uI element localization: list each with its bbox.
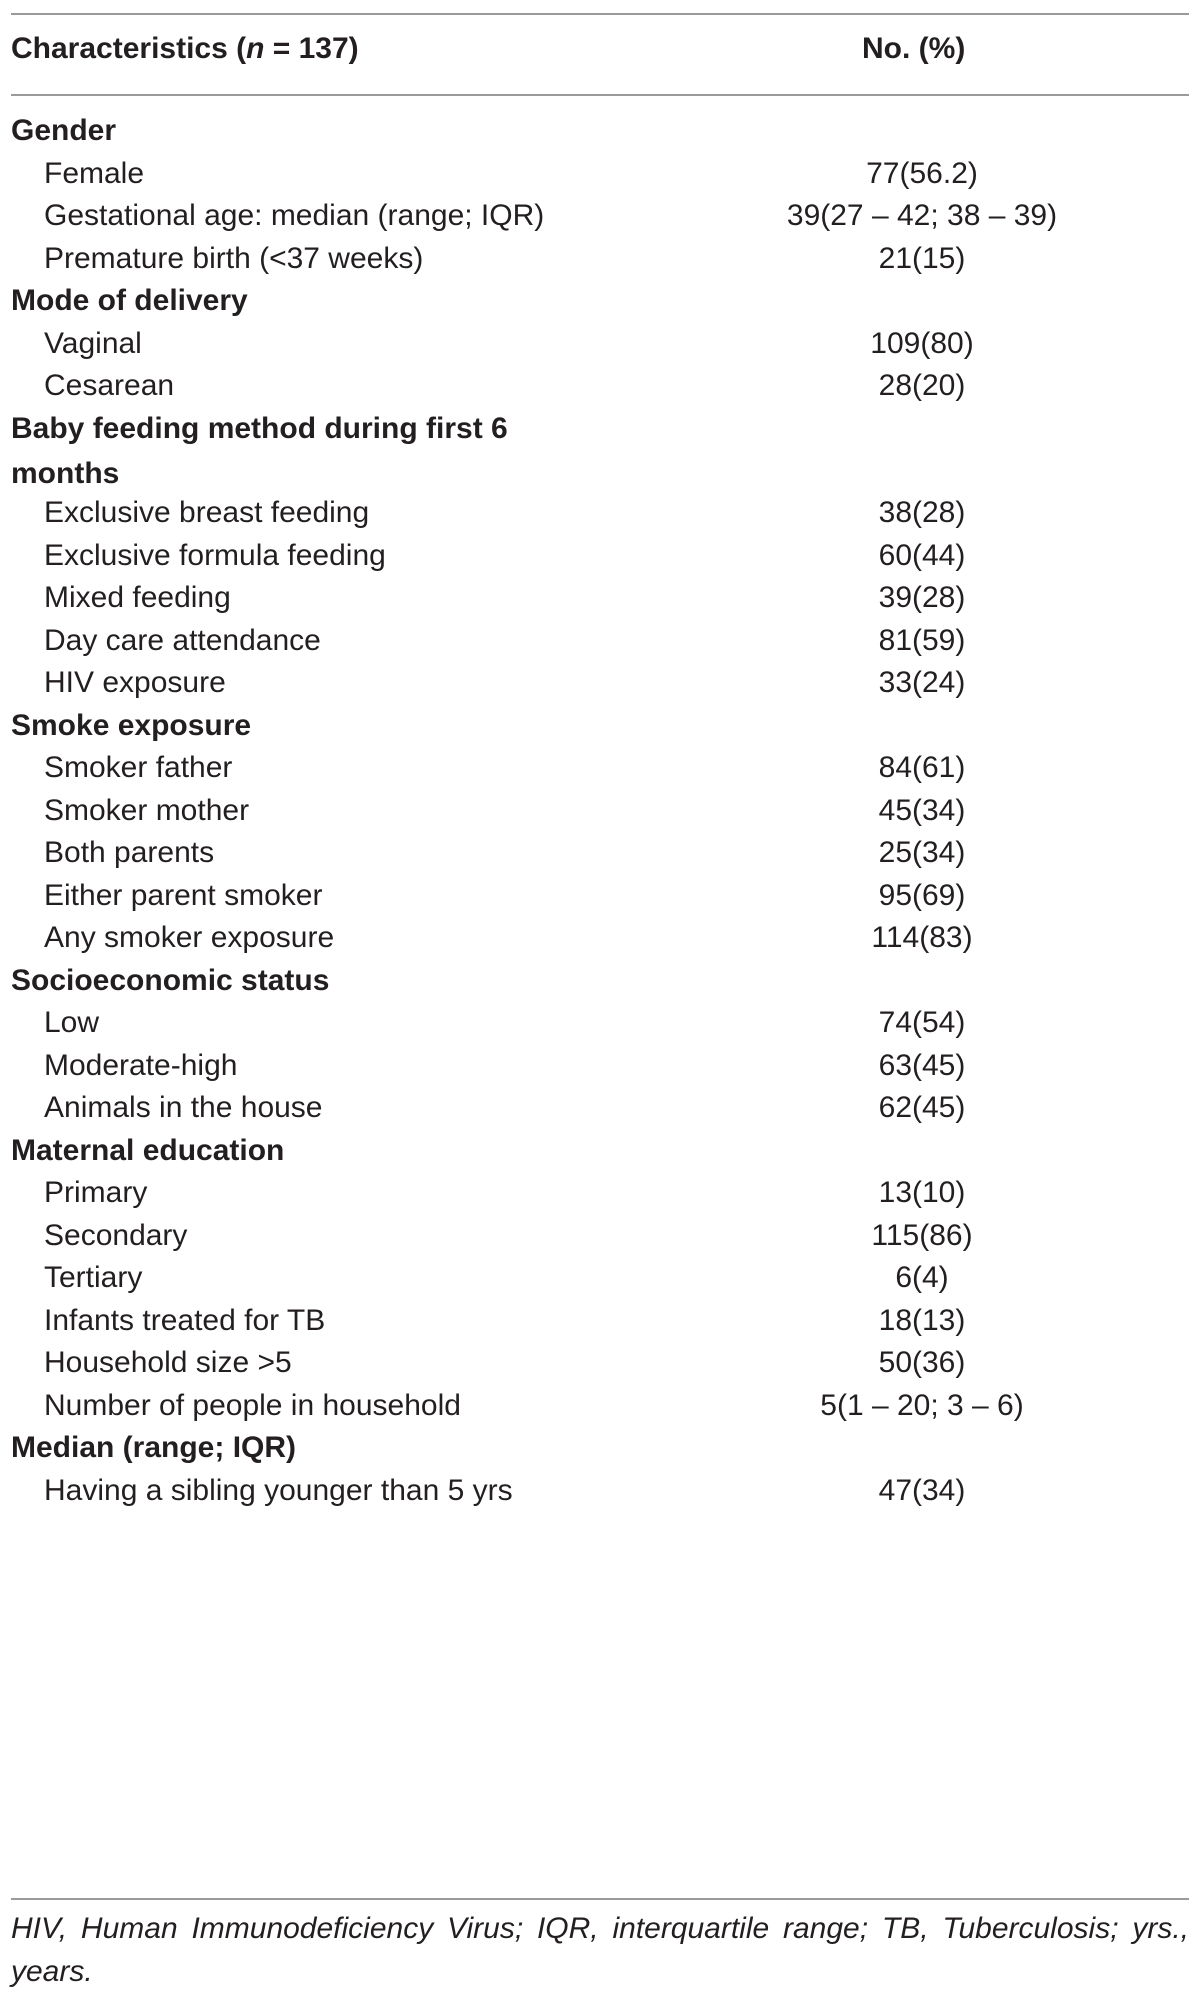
column-header-no-pct: No. (%) xyxy=(862,32,966,65)
row-label: Smoker father xyxy=(44,751,233,784)
table-section-row xyxy=(0,108,1200,151)
row-label: Secondary xyxy=(44,1218,188,1252)
table-section-row xyxy=(0,958,1200,1001)
row-label: Exclusive breast feeding xyxy=(44,496,370,529)
row-value: 21(15) xyxy=(878,241,966,275)
row-label: Having a sibling younger than 5 yrs xyxy=(44,1473,513,1507)
table-row xyxy=(0,788,1200,831)
column-header-characteristics xyxy=(11,32,359,66)
row-label: Number of people in household xyxy=(44,1388,461,1422)
row-value: 60(44) xyxy=(878,538,966,572)
table-row xyxy=(0,1340,1200,1383)
row-value: 18(13) xyxy=(878,1303,966,1337)
row-value: 50(36) xyxy=(878,1346,966,1379)
row-value: 28(20) xyxy=(878,369,966,402)
row-value: 81(59) xyxy=(878,623,966,657)
row-label: Low xyxy=(44,1006,100,1039)
row-value: 33(24) xyxy=(878,666,966,699)
table-row xyxy=(0,193,1200,236)
row-label: Female xyxy=(44,156,145,190)
header-characteristics-text: Characteristics (n = 137) xyxy=(11,32,359,65)
row-label: Animals in the house xyxy=(44,1091,323,1124)
row-label: Primary xyxy=(44,1176,148,1209)
row-value: 114(83) xyxy=(871,921,973,954)
section-label: Maternal education xyxy=(11,1133,285,1167)
table-row xyxy=(0,1255,1200,1298)
table-row xyxy=(0,151,1200,194)
table-row xyxy=(0,1298,1200,1341)
table-top-rule xyxy=(11,13,1189,15)
row-label: Infants treated for TB xyxy=(44,1303,326,1337)
table-row xyxy=(0,1000,1200,1043)
table-row xyxy=(0,1170,1200,1213)
row-value: 62(45) xyxy=(878,1091,966,1124)
row-label: Gestational age: median (range; IQR) xyxy=(44,199,545,232)
section-label: Mode of delivery xyxy=(11,284,248,317)
row-label: Moderate-high xyxy=(44,1048,238,1082)
section-label: Gender xyxy=(11,114,117,147)
row-value: 47(34) xyxy=(878,1473,966,1507)
table-bottom-rule xyxy=(11,1898,1189,1900)
table-row xyxy=(0,1043,1200,1086)
row-label: Both parents xyxy=(44,836,215,869)
row-label: Premature birth (<37 weeks) xyxy=(44,241,424,275)
row-label: Household size >5 xyxy=(44,1346,292,1379)
table-section-row xyxy=(0,1425,1200,1468)
section-label: Baby feeding method during first 6 months xyxy=(11,411,508,490)
row-label: Tertiary xyxy=(44,1261,143,1294)
row-value: 95(69) xyxy=(878,878,966,912)
table-row xyxy=(0,363,1200,406)
section-label: Median (range; IQR) xyxy=(11,1431,297,1464)
table-row xyxy=(0,575,1200,618)
table-row xyxy=(0,618,1200,661)
row-value: 84(61) xyxy=(878,751,966,784)
table-footnote: HIV, Human Immunodeficiency Virus; IQR, interquartile range; TB, Tuberculosis; yrs., years. xyxy=(11,1912,1189,1988)
table-row xyxy=(0,1468,1200,1511)
table-section-row xyxy=(0,406,1200,491)
table-row xyxy=(0,915,1200,958)
table-row xyxy=(0,873,1200,916)
row-value: 13(10) xyxy=(878,1176,966,1209)
row-value: 115(86) xyxy=(871,1218,973,1252)
row-value: 5(1 – 20; 3 – 6) xyxy=(820,1388,1024,1422)
row-value: 45(34) xyxy=(878,793,966,827)
table-row xyxy=(0,830,1200,873)
section-label: Socioeconomic status xyxy=(11,963,330,997)
table-section-row xyxy=(0,703,1200,746)
row-value: 77(56.2) xyxy=(866,156,978,190)
row-label: Cesarean xyxy=(44,369,175,402)
table-section-row xyxy=(0,1128,1200,1171)
row-value: 39(28) xyxy=(878,581,966,614)
table-header-rule xyxy=(11,94,1189,96)
table-row xyxy=(0,660,1200,703)
row-value: 38(28) xyxy=(878,496,966,529)
section-label: Smoke exposure xyxy=(11,708,252,742)
row-label: HIV exposure xyxy=(44,666,226,699)
row-label: Day care attendance xyxy=(44,623,321,657)
table-row xyxy=(0,1383,1200,1426)
table-section-row xyxy=(0,278,1200,321)
row-value: 109(80) xyxy=(870,326,974,360)
row-value: 6(4) xyxy=(895,1261,949,1294)
row-value: 74(54) xyxy=(878,1006,966,1039)
table-row xyxy=(0,1213,1200,1256)
table-row xyxy=(0,745,1200,788)
row-label: Any smoker exposure xyxy=(44,921,335,954)
row-value: 39(27 – 42; 38 – 39) xyxy=(786,199,1058,232)
table-row xyxy=(0,533,1200,576)
row-label: Exclusive formula feeding xyxy=(44,538,386,572)
row-label: Mixed feeding xyxy=(44,581,231,614)
row-label: Smoker mother xyxy=(44,793,250,827)
row-label: Vaginal xyxy=(44,326,142,360)
table-row xyxy=(0,1085,1200,1128)
row-label: Either parent smoker xyxy=(44,878,323,912)
table-row xyxy=(0,321,1200,364)
row-value: 63(45) xyxy=(878,1048,966,1082)
table-row xyxy=(0,236,1200,279)
table-row xyxy=(0,490,1200,533)
row-value: 25(34) xyxy=(878,836,966,869)
